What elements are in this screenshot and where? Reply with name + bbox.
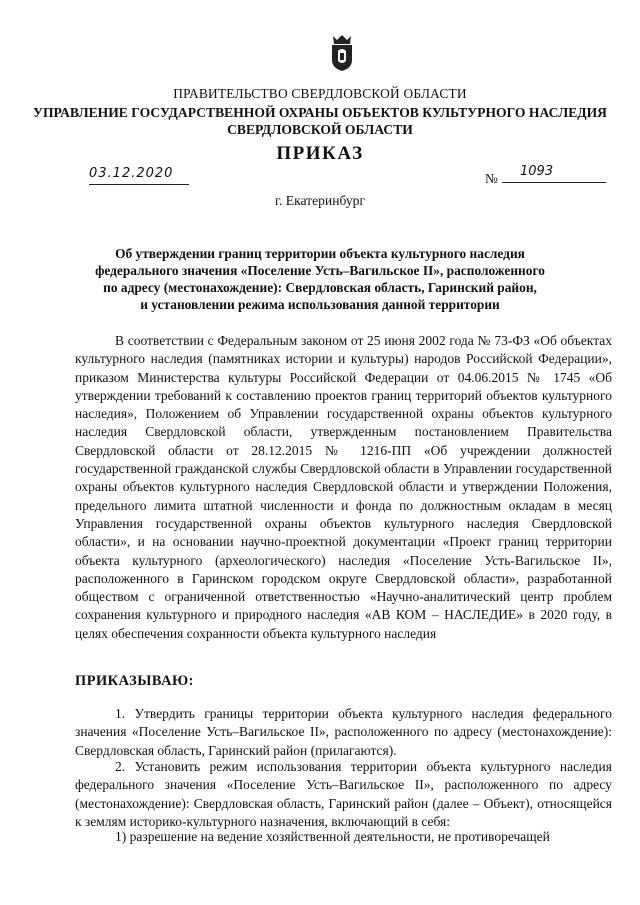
order-heading: ПРИКАЗЫВАЮ: xyxy=(75,673,194,689)
subject-line: федерального значения «Поселение Усть–Вагильское II», расположенного xyxy=(95,263,545,278)
document-subject xyxy=(0,245,640,313)
order-item-2-1: 1) разрешение на ведение хозяйственной деятельности, не противоречащей xyxy=(115,829,550,844)
subject-line: Об утверждении границ территории объекта культурного наследия xyxy=(115,246,525,261)
department-name xyxy=(0,104,640,138)
subject-line: и установлении режима использования данной территории xyxy=(140,297,500,312)
department-name-line2: СВЕРДЛОВСКОЙ ОБЛАСТИ xyxy=(227,122,413,137)
subject-line: по адресу (местонахождение): Свердловская область, Гаринский район, xyxy=(103,280,537,295)
number-label: № xyxy=(485,171,498,186)
order-item-2: 2. Установить режим использования территории объекта культурного наследия федерального значения «Поселение Усть–Вагильское II», расположенного по адресу (местонахождение): Свердловская область, Гаринский район (далее – Объект), относящейся к землям историко-культурного назначения, включающий в себя: xyxy=(75,759,612,829)
city: г. Екатеринбург xyxy=(274,193,366,208)
document-number: 1093 xyxy=(502,164,606,183)
coat-of-arms-icon xyxy=(329,34,355,72)
department-name-line1: УПРАВЛЕНИЕ ГОСУДАРСТВЕННОЙ ОХРАНЫ ОБЪЕКТОВ КУЛЬТУРНОГО НАСЛЕДИЯ xyxy=(32,105,608,120)
order-item-1: 1. Утвердить границы территории объекта культурного наследия федерального значения «Поселение Усть–Вагильское II», расположенного по адресу (местонахождение): Свердловская область, Гаринский район (прилагаются). xyxy=(75,706,612,758)
government-name: ПРАВИТЕЛЬСТВО СВЕРДЛОВСКОЙ ОБЛАСТИ xyxy=(173,86,467,101)
preamble-paragraph: В соответствии с Федеральным законом от 25 июня 2002 года № 73-ФЗ «Об объектах культурного наследия (памятниках истории и культуры) народов Российской Федерации», приказом Министерства культуры Российской Федерации от 04.06.2015 № 1745 «Об утверждении требований к составлению проектов границ территорий объектов культурного наследия», Положением об Управлении государственной охраны объектов культурного наследия Свердловской области, утвержденным постановлением Правительства Свердловской области от 28.12.2015 № 1216-ПП «Об учреждении должностей государственной гражданской службы Свердловской области в Управлении государственной охраны объектов культурного наследия Свердловской области и утверждении Положения, предельного лимита штатной численности и фонда по должностным окладам в месяц Управления государственной охраны объектов культурного наследия Свердловской области», и на основании научно-проектной документации «Проект границ территории объекта культурного (археологического) наследия «Поселение Усть-Вагильское II», расположенного в Гаринском городском округе Свердловской области», разработанной обществом с ограниченной ответственностью «Научно-аналитический центр проблем сохранения культурного и природного наследия «АВ КОМ – НАСЛЕДИЕ» в 2020 году, в целях обеспечения сохранности объекта культурного наследия xyxy=(75,333,612,641)
document-date: 03.12.2020 xyxy=(89,166,189,185)
document-type: ПРИКАЗ xyxy=(276,143,364,164)
